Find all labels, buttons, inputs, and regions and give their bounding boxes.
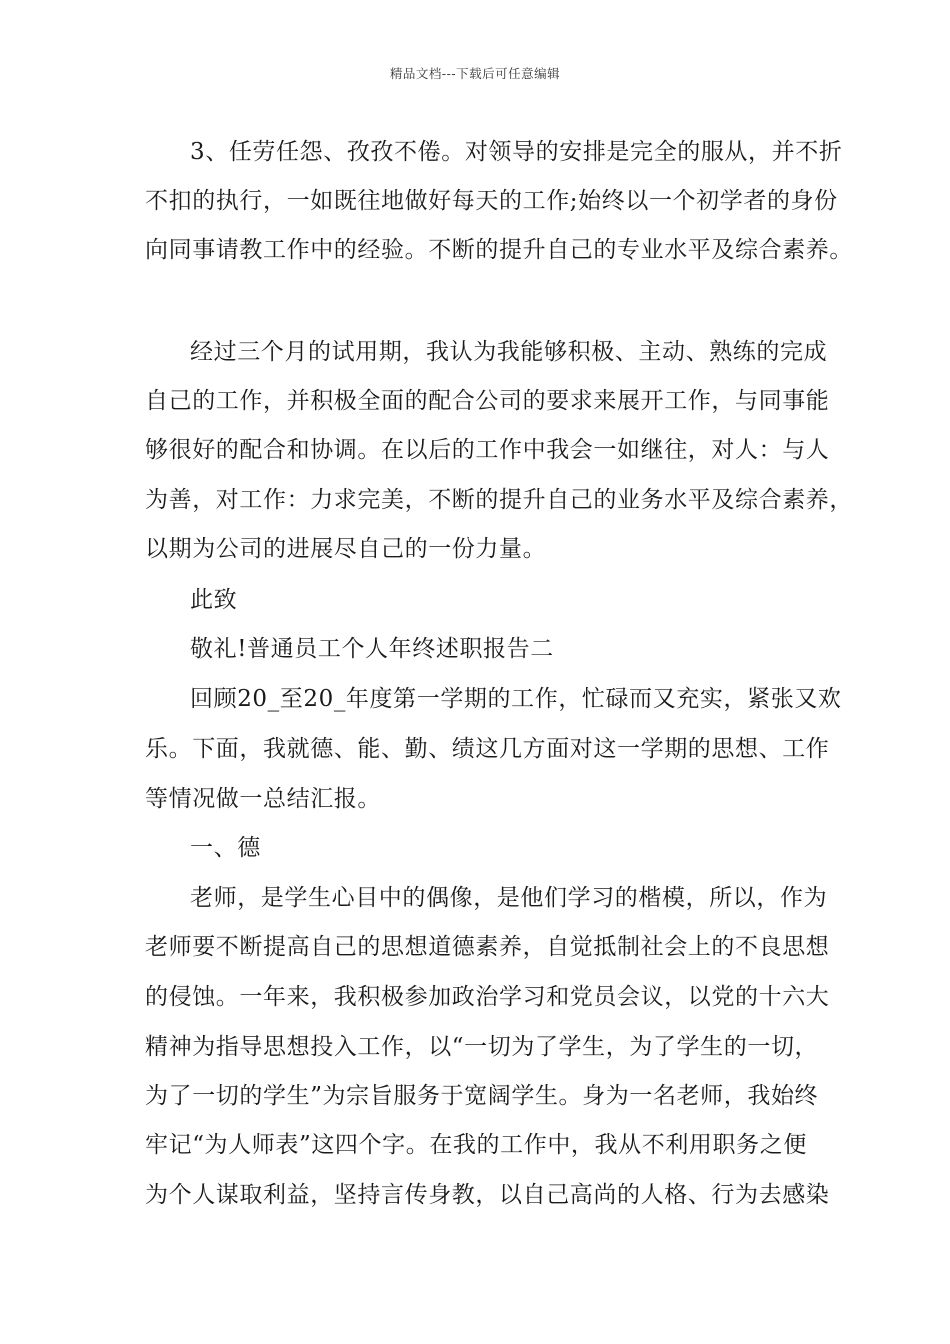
paragraph-line: 为个人谋取利益，坚持言传身教，以自己高尚的人格、行为去感染	[145, 1182, 830, 1208]
paragraph-line: 经过三个月的试用期，我认为我能够积极、主动、熟练的完成	[190, 339, 828, 365]
closing-line: 此致	[190, 587, 238, 613]
paragraph-line: 老师，是学生心目中的偶像，是他们学习的楷模，所以，作为	[190, 885, 828, 911]
paragraph-line: 自己的工作，并积极全面的配合公司的要求来展开工作，与同事能	[145, 388, 830, 414]
paragraph-line: 精神为指导思想投入工作，以“一切为了学生，为了学生的一切，	[145, 1034, 819, 1060]
section-title: 敬礼!普通员工个人年终述职报告二	[190, 636, 554, 662]
paragraph-line: 牢记“为人师表”这四个字。在我的工作中，我从不利用职务之便	[145, 1132, 807, 1158]
paragraph-line: 不扣的执行，一如既往地做好每天的工作;始终以一个初学者的身份	[145, 188, 838, 214]
paragraph-line: 为了一切的学生”为宗旨服务于宽阔学生。身为一名老师，我始终	[145, 1083, 819, 1109]
paragraph-line: 乐。下面，我就德、能、勤、绩这几方面对这一学期的思想、工作	[145, 736, 830, 762]
paragraph-line: 为善，对工作：力求完美，不断的提升自己的业务水平及综合素养，	[145, 487, 853, 513]
page-header: 精品文档---下载后可任意编辑	[389, 66, 561, 81]
paragraph-line: 回顾20_至20_年度第一学期的工作，忙碌而又充实，紧张又欢	[190, 686, 842, 712]
paragraph-line: 向同事请教工作中的经验。不断的提升自己的专业水平及综合素养。	[145, 237, 853, 263]
paragraph-line: 老师要不断提高自己的思想道德素养，自觉抵制社会上的不良思想	[145, 934, 830, 960]
paragraph-line: 等情况做一总结汇报。	[145, 786, 381, 812]
subheading: 一、德	[190, 835, 261, 861]
paragraph-line: 够很好的配合和协调。在以后的工作中我会一如继往，对人：与人	[145, 437, 830, 463]
paragraph-line: 以期为公司的进展尽自己的一份力量。	[145, 536, 547, 562]
paragraph-line: 3、任劳任怨、孜孜不倦。对领导的安排是完全的服从，并不折	[190, 139, 843, 165]
paragraph-line: 的侵蚀。一年来，我积极参加政治学习和党员会议，以党的十六大	[145, 984, 830, 1010]
